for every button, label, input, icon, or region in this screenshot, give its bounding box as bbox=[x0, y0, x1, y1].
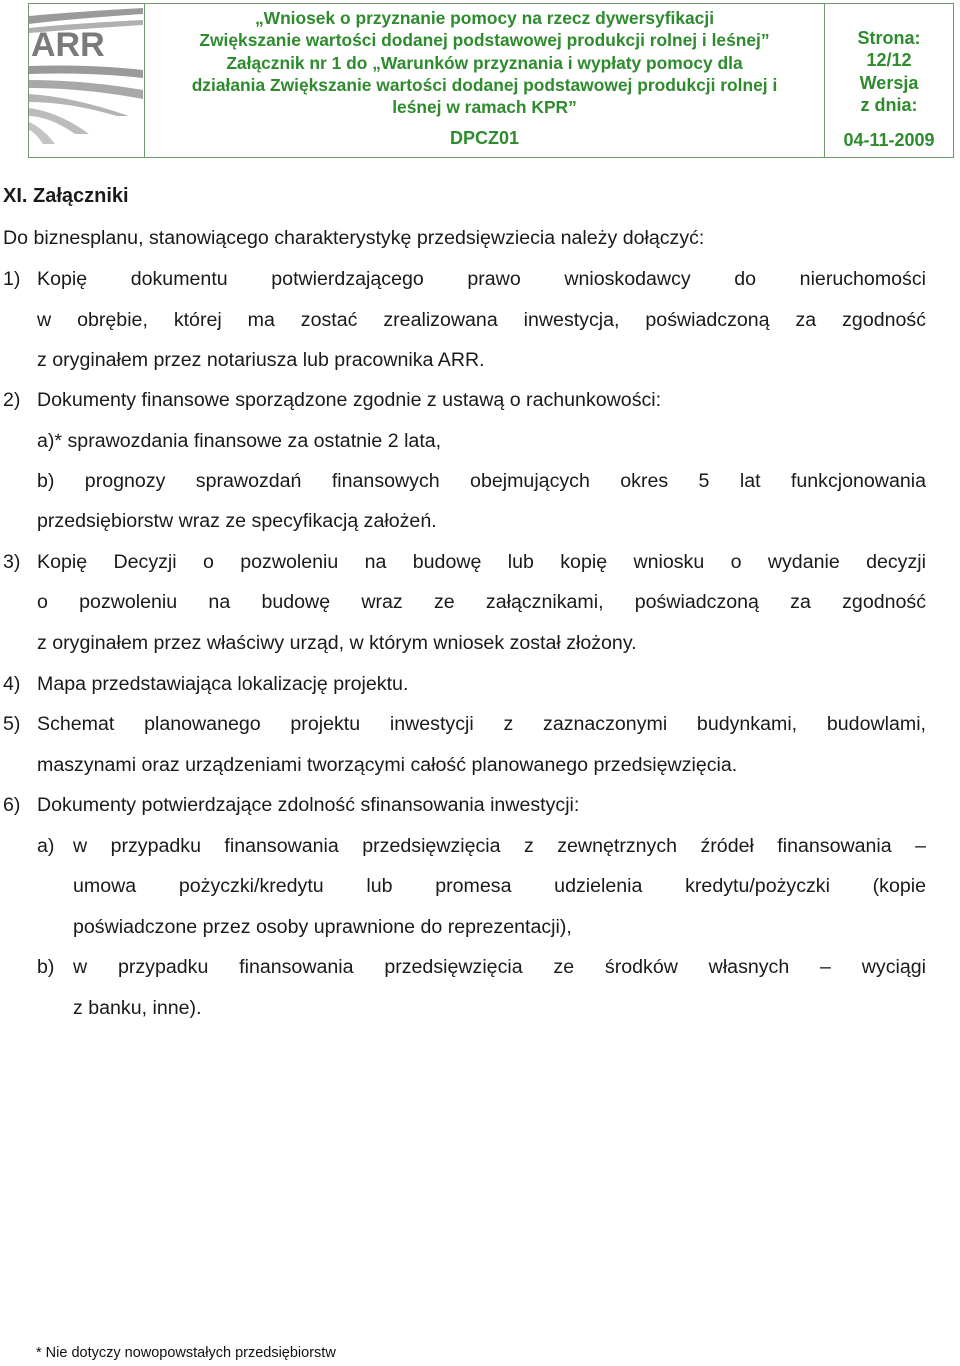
header-title-block bbox=[145, 4, 825, 157]
sub-item-text: w przypadku finansowania przedsięwzięcia z zewnętrznych źródeł finansowania – bbox=[73, 835, 926, 857]
list-item-text: Mapa przedstawiająca lokalizację projektu. bbox=[37, 673, 409, 695]
sub-item-text: sprawozdania finansowe za ostatnie 2 lata, bbox=[62, 430, 442, 452]
list-item-text: w obrębie, której ma zostać zrealizowana inwestycja, poświadczoną za zgodność bbox=[37, 309, 926, 331]
page-number: 12/12 bbox=[866, 50, 912, 71]
header-title-line: Zwiększanie wartości dodanej podstawowej produkcji rolnej i leśnej” bbox=[199, 30, 770, 51]
version-label: Wersja bbox=[859, 72, 919, 93]
header-title-line: leśnej w ramach KPR” bbox=[392, 97, 577, 118]
date-label: z dnia: bbox=[860, 94, 918, 115]
sub-item-number: a) bbox=[37, 835, 55, 857]
sub-item-a bbox=[37, 429, 441, 453]
sub-item-text: umowa pożyczki/kredytu lub promesa udzielenia kredytu/pożyczki (kopie bbox=[73, 875, 926, 897]
sub-item-number: b) bbox=[37, 956, 55, 978]
page-label: Strona: bbox=[857, 28, 921, 48]
sub-item-text: w przypadku finansowania przedsięwzięcia ze środków własnych – wyciągi bbox=[73, 956, 926, 978]
list-item-text: Kopię Decyzji o pozwoleniu na budowę lub kopię wniosku o wydanie decyzji bbox=[37, 551, 926, 573]
list-item-number: 3) bbox=[3, 551, 21, 573]
logo-text: ARR bbox=[31, 26, 105, 64]
arr-logo-icon bbox=[29, 4, 143, 157]
list-item-number: 4) bbox=[3, 673, 21, 695]
sub-item-text: poświadczone przez osoby uprawnione do reprezentacji), bbox=[73, 916, 572, 938]
list-item-text: z oryginałem przez notariusza lub pracownika ARR. bbox=[37, 349, 485, 371]
header-page-info bbox=[825, 4, 953, 157]
list-item-text: Schemat planowanego projektu inwestycji z zaznaczonymi budynkami, budowlami, bbox=[37, 713, 926, 735]
list-item-number: 2) bbox=[3, 389, 21, 411]
section-heading: XI. Załączniki bbox=[3, 185, 129, 207]
list-item-number: 5) bbox=[3, 713, 21, 735]
list-item-text: Dokumenty finansowe sporządzone zgodnie z ustawą o rachunkowości: bbox=[37, 389, 662, 411]
document-code: DPCZ01 bbox=[449, 127, 520, 148]
list-item-text: maszynami oraz urządzeniami tworzącymi całość planowanego przedsięwzięcia. bbox=[37, 754, 738, 776]
document-header bbox=[28, 3, 954, 158]
intro-text: Do biznesplanu, stanowiącego charakterystykę przedsięwziecia należy dołączyć: bbox=[3, 227, 705, 249]
sub-item-text: b) prognozy sprawozdań finansowych obejmujących okres 5 lat funkcjonowania bbox=[37, 470, 926, 492]
sub-item-text: z banku, inne). bbox=[73, 997, 202, 1019]
list-item-text: z oryginałem przez właściwy urząd, w którym wniosek został złożony. bbox=[37, 632, 637, 654]
sub-item-marker: a)* bbox=[37, 430, 63, 452]
header-title-line: „Wniosek o przyznanie pomocy na rzecz dywersyfikacji bbox=[254, 8, 715, 28]
list-item-text: o pozwoleniu na budowę wraz ze załącznikami, poświadczoną za zgodność bbox=[37, 591, 926, 613]
list-item-text: Dokumenty potwierdzające zdolność sfinansowania inwestycji: bbox=[37, 794, 580, 816]
sub-item-text: przedsiębiorstw wraz ze specyfikacją założeń. bbox=[37, 510, 437, 532]
arr-logo bbox=[29, 4, 145, 157]
header-title-line: Załącznik nr 1 do „Warunków przyznania i wypłaty pomocy dla bbox=[226, 52, 743, 73]
list-item-number: 1) bbox=[3, 268, 21, 290]
header-title-line: działania Zwiększanie wartości dodanej podstawowej produkcji rolnej i bbox=[191, 74, 778, 95]
version-date: 04-11-2009 bbox=[843, 130, 935, 151]
footnote: * Nie dotyczy nowopowstałych przedsiębiorstw bbox=[36, 1345, 336, 1361]
list-item-text: Kopię dokumentu potwierdzającego prawo wnioskodawcy do nieruchomości bbox=[37, 268, 926, 290]
list-item-number: 6) bbox=[3, 794, 21, 816]
